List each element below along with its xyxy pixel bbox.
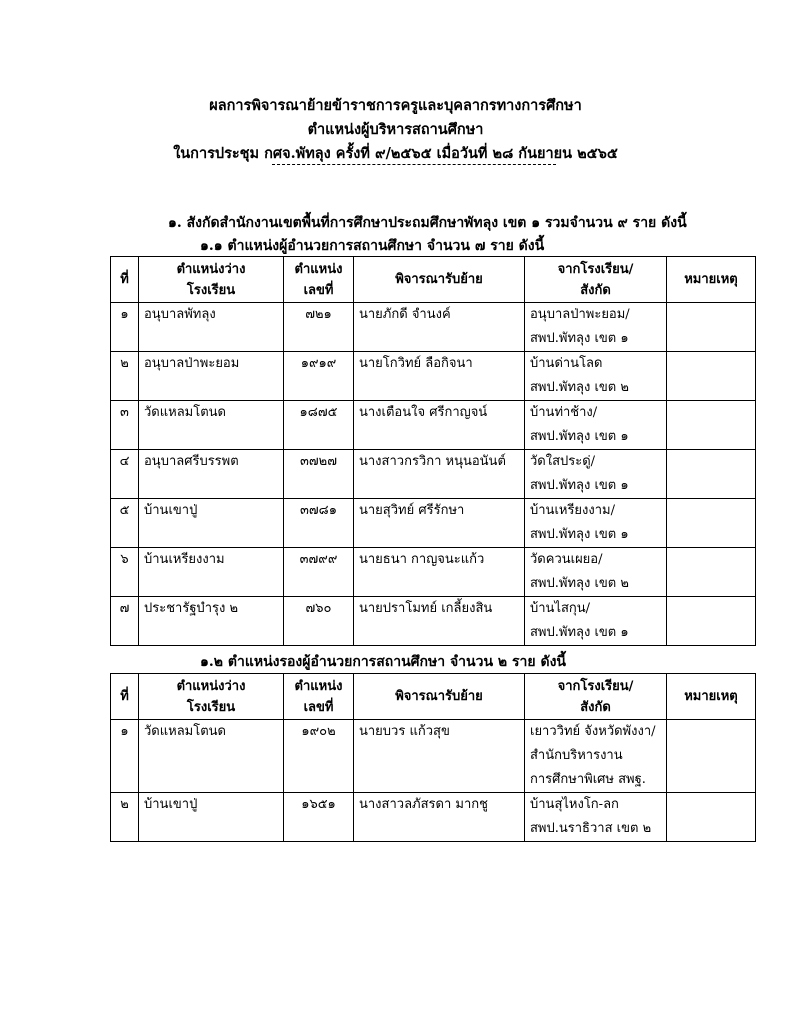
table-header-row xyxy=(111,257,756,303)
col-position-header: ตำแหน่ง เลขที่ xyxy=(284,257,354,303)
origin-line: สพป.พัทลุง เขต ๑ xyxy=(530,429,629,444)
position-number: ๓๗๘๑ xyxy=(284,499,354,548)
table-row xyxy=(111,450,756,499)
origin-line: บ้านสุไหงโก-ลก xyxy=(530,797,619,812)
col-no-header: ที่ xyxy=(111,674,139,720)
candidate-name: นายโกวิทย์ ลือกิจนา xyxy=(354,352,525,401)
row-number: ๓ xyxy=(111,401,139,450)
candidate-name: นางเตือนใจ ศรีกาญจน์ xyxy=(354,401,525,450)
row-number: ๒ xyxy=(111,793,139,842)
position-number: ๑๙๑๙ xyxy=(284,352,354,401)
dashed-divider xyxy=(272,164,556,165)
origin-line: วัดใสประดู่/ xyxy=(530,454,596,469)
vacant-school: บ้านเขาปู่ xyxy=(139,499,284,548)
origin-line: สพป.พัทลุง เขต ๑ xyxy=(530,625,629,640)
table-row xyxy=(111,499,756,548)
position-number: ๓๗๙๙ xyxy=(284,548,354,597)
origin-school xyxy=(525,793,667,842)
origin-line: บ้านท่าช้าง/ xyxy=(530,405,598,420)
col-from-header: จากโรงเรียน/ สังกัด xyxy=(525,257,667,303)
vacant-school: วัดแหลมโตนด xyxy=(139,401,284,450)
position-number: ๑๙๐๒ xyxy=(284,720,354,793)
origin-school xyxy=(525,450,667,499)
col-from-header: จากโรงเรียน/ สังกัด xyxy=(525,674,667,720)
vacant-school: วัดแหลมโตนด xyxy=(139,720,284,793)
origin-line: สพป.นราธิวาส เขต ๒ xyxy=(530,821,652,836)
table-row xyxy=(111,720,756,793)
position-number: ๑๘๗๕ xyxy=(284,401,354,450)
table-row xyxy=(111,548,756,597)
remark xyxy=(667,720,756,793)
col-name-header: พิจารณารับย้าย xyxy=(354,257,525,303)
position-number: ๗๒๑ xyxy=(284,303,354,352)
vacant-school: อนุบาลป่าพะยอม xyxy=(139,352,284,401)
origin-line: สพป.พัทลุง เขต ๒ xyxy=(530,576,629,591)
candidate-name: นางสาวลภัสรดา มากชู xyxy=(354,793,525,842)
row-number: ๑ xyxy=(111,720,139,793)
origin-line: สพป.พัทลุง เขต ๑ xyxy=(530,527,629,542)
col-school-header: ตำแหน่งว่าง โรงเรียน xyxy=(139,674,284,720)
remark xyxy=(667,793,756,842)
origin-school xyxy=(525,401,667,450)
table-header-row xyxy=(111,674,756,720)
origin-school xyxy=(525,548,667,597)
origin-school xyxy=(525,720,667,793)
origin-line: อนุบาลป่าพะยอม/ xyxy=(530,307,630,322)
origin-line: วัดควนเผยอ/ xyxy=(530,552,603,567)
table-row xyxy=(111,401,756,450)
row-number: ๑ xyxy=(111,303,139,352)
remark xyxy=(667,450,756,499)
candidate-name: นายบวร แก้วสุข xyxy=(354,720,525,793)
section-heading: ๑. สังกัดสำนักงานเขตพื้นที่การศึกษาประถมศึกษาพัทลุง เขต ๑ รวมจำนวน ๙ ราย ดังนี้ xyxy=(168,215,687,231)
director-table xyxy=(110,256,756,646)
deputy-table xyxy=(110,673,756,842)
table-row xyxy=(111,303,756,352)
candidate-name: นายปราโมทย์ เกลี้ยงสิน xyxy=(354,597,525,646)
origin-line: สำนักบริหารงาน xyxy=(530,748,623,763)
origin-line: สพป.พัทลุง เขต ๑ xyxy=(530,478,629,493)
origin-school xyxy=(525,303,667,352)
origin-line: เยาววิทย์ จังหวัดพังงา/ xyxy=(530,724,656,739)
remark xyxy=(667,548,756,597)
col-position-header: ตำแหน่ง เลขที่ xyxy=(284,674,354,720)
origin-line: การศึกษาพิเศษ สพฐ. xyxy=(530,772,646,787)
candidate-name: นางสาวกรวิกา หนุนอนันต์ xyxy=(354,450,525,499)
col-note-header: หมายเหตุ xyxy=(667,674,756,720)
remark xyxy=(667,597,756,646)
document-title: ผลการพิจารณาย้ายข้าราชการครูและบุคลากรทางการศึกษา xyxy=(209,97,582,114)
candidate-name: นายสุวิทย์ ศรีรักษา xyxy=(354,499,525,548)
meeting-info: ในการประชุม กศจ.พัทลุง ครั้งที่ ๙/๒๕๖๕ เมื่อวันที่ ๒๘ กันยายน ๒๕๖๕ xyxy=(173,145,618,162)
position-number: ๑๖๕๑ xyxy=(284,793,354,842)
origin-school xyxy=(525,499,667,548)
vacant-school: บ้านเหรียงงาม xyxy=(139,548,284,597)
subsection-heading-2: ๑.๒ ตำแหน่งรองผู้อำนวยการสถานศึกษา จำนวน ๒ ราย ดังนี้ xyxy=(200,654,566,670)
row-number: ๔ xyxy=(111,450,139,499)
origin-line: บ้านเหรียงงาม/ xyxy=(530,503,615,518)
position-number: ๗๖๐ xyxy=(284,597,354,646)
vacant-school: บ้านเขาปู่ xyxy=(139,793,284,842)
origin-school xyxy=(525,352,667,401)
origin-line: บ้านด่านโลด xyxy=(530,356,603,371)
origin-line: สพป.พัทลุง เขต ๑ xyxy=(530,331,629,346)
row-number: ๒ xyxy=(111,352,139,401)
col-name-header: พิจารณารับย้าย xyxy=(354,674,525,720)
table-row xyxy=(111,793,756,842)
origin-line: สพป.พัทลุง เขต ๒ xyxy=(530,380,629,395)
remark xyxy=(667,303,756,352)
origin-school xyxy=(525,597,667,646)
document-subtitle: ตำแหน่งผู้บริหารสถานศึกษา xyxy=(307,121,484,138)
subsection-heading-1: ๑.๑ ตำแหน่งผู้อำนวยการสถานศึกษา จำนวน ๗ ราย ดังนี้ xyxy=(200,238,545,254)
vacant-school: ประชารัฐบำรุง ๒ xyxy=(139,597,284,646)
col-school-header: ตำแหน่งว่าง โรงเรียน xyxy=(139,257,284,303)
remark xyxy=(667,499,756,548)
origin-line: บ้านไสกุน/ xyxy=(530,601,591,616)
row-number: ๗ xyxy=(111,597,139,646)
remark xyxy=(667,401,756,450)
vacant-school: อนุบาลศรีบรรพต xyxy=(139,450,284,499)
vacant-school: อนุบาลพัทลุง xyxy=(139,303,284,352)
table-row xyxy=(111,352,756,401)
table-row xyxy=(111,597,756,646)
candidate-name: นายธนา กาญจนะแก้ว xyxy=(354,548,525,597)
row-number: ๕ xyxy=(111,499,139,548)
col-no-header: ที่ xyxy=(111,257,139,303)
remark xyxy=(667,352,756,401)
position-number: ๓๗๒๗ xyxy=(284,450,354,499)
candidate-name: นายภักดี จำนงค์ xyxy=(354,303,525,352)
row-number: ๖ xyxy=(111,548,139,597)
col-note-header: หมายเหตุ xyxy=(667,257,756,303)
